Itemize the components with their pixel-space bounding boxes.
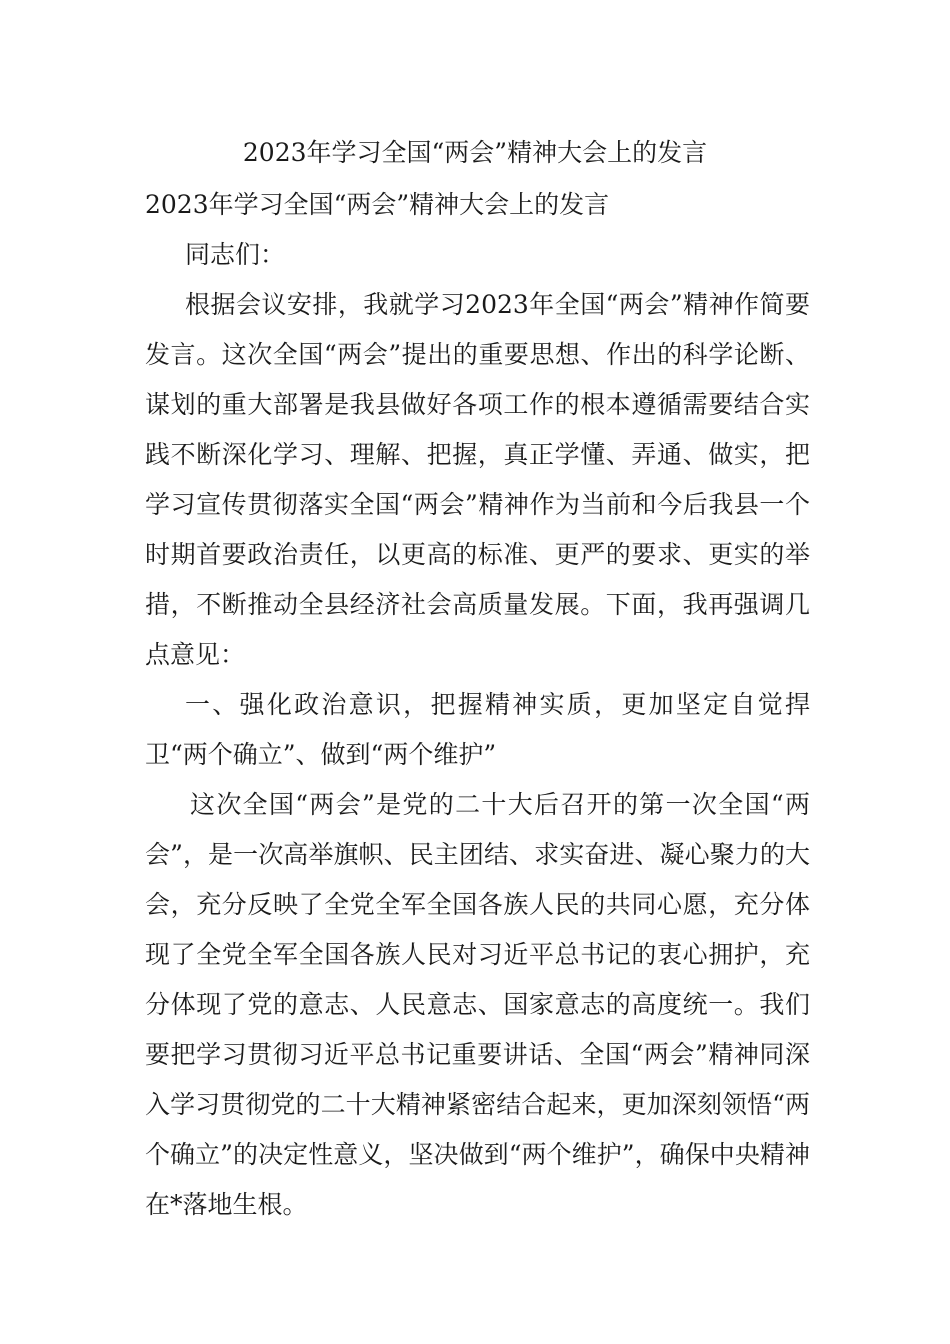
body-paragraph-intro: 根据会议安排，我就学习2023年全国“两会”精神作简要发言。这次全国“两会”提出的重要思想、作出的科学论断、谋划的重大部署是我县做好各项工作的根本遵循需要结合实践不断深化学习、理解、把握，真正学懂、弄通、做实，把学习宣传贯彻落实全国“两会”精神作为当前和今后我县一个时期首要政治责任，以更高的标准、更严的要求、更实的举措，不断推动全县经济社会高质量发展。下面，我再强调几点意见：	[145, 290, 810, 669]
salutation: 同志们：	[185, 240, 286, 269]
document-body	[145, 180, 810, 1230]
body-paragraph-section-1: 这次全国“两会”是党的二十大后召开的第一次全国“两会”，是一次高举旗帜、民主团结、求实奋进、凝心聚力的大会，充分反映了全党全军全国各族人民的共同心愿，充分体现了全党全军全国各族人民对习近平总书记的衷心拥护，充分体现了党的意志、人民意志、国家意志的高度统一。我们要把学习贯彻习近平总书记重要讲话、全国“两会”精神同深入学习贯彻党的二十大精神紧密结合起来，更加深刻领悟“两个确立”的决定性意义，坚决做到“两个维护”，确保中央精神在*落地生根。	[145, 790, 810, 1219]
section-heading-1: 一、强化政治意识，把握精神实质，更加坚定自觉捍卫“两个确立”、做到“两个维护”	[145, 690, 810, 769]
document-title: 2023年学习全国“两会”精神大会上的发言	[242, 138, 708, 167]
document-subtitle: 2023年学习全国“两会”精神大会上的发言	[145, 190, 610, 219]
